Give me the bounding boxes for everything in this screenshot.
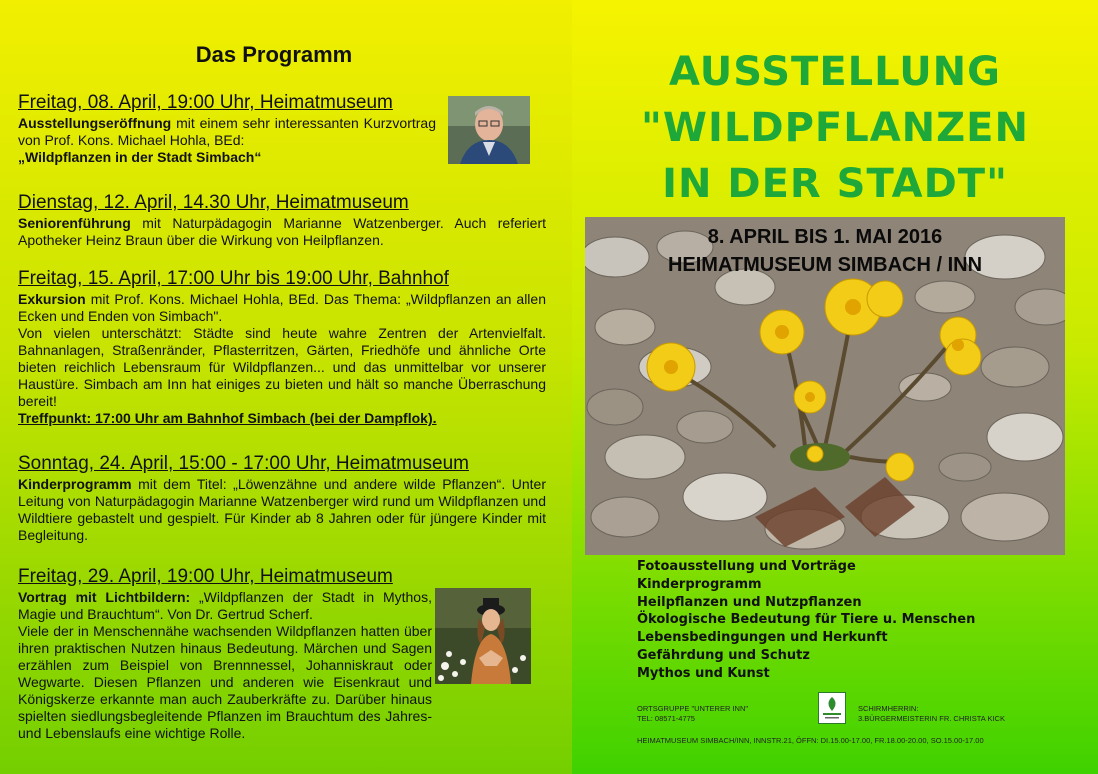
organizer-name: ORTSGRUPPE "UNTERER INN" <box>637 704 749 713</box>
event-heading: Freitag, 08. April, 19:00 Uhr, Heimatmuseum <box>18 92 393 113</box>
meeting-point: Treffpunkt: 17:00 Uhr am Bahnhof Simbach (bei der Dampflok). <box>18 410 437 426</box>
event-heading: Sonntag, 24. April, 15:00 - 17:00 Uhr, Heimatmuseum <box>18 453 469 474</box>
speaker-photo-scherf <box>435 588 531 684</box>
topic-item: Gefährdung und Schutz <box>637 647 810 663</box>
speaker-photo-hohla <box>448 96 530 164</box>
exhibition-dates: 8. APRIL BIS 1. MAI 2016 <box>707 226 943 248</box>
event-description: Kinderprogramm mit dem Titel: „Löwenzähne und andere wilde Pflanzen“. Unter Leitung von Naturpädagogin Marianne Watzenberger wird rund um Wildpflanzen und Wildtiere gebastelt und gespielt. Für Kinder ab 8 Jahren oder für jüngere Kinder mit Begleitung. <box>18 476 546 543</box>
topic-item: Fotoausstellung und Vorträge <box>637 559 856 574</box>
coltsfoot-photo <box>585 217 1065 555</box>
exhibition-title-line-3: IN DER STADT" <box>662 161 1008 207</box>
event-3 <box>18 268 546 427</box>
event-description: Vortrag mit Lichtbildern: „Wildpflanzen der Stadt in Mythos, Magie und Brauchtum“. Von Dr. Gertrud Scherf. Viele der in Menschennähe wachsenden Wildpflanzen hatten über ihren praktischen Nutzen hinaus Bedeutung. Märchen und Sagen erzählen zum Beispiel von Brennnessel, Johanniskraut oder Wegwarte. Diesen Pflanzen und anderen wie Eisenkraut und Königskerze erkannte man auch Zauberkräfte zu. Darüber hinaus spielten siedlungsbegleitende Pflanzen im Brauchtum des Jahres- und Lebenslaufs eine wichtige Rolle. <box>18 589 432 741</box>
event-description: Seniorenführung mit Naturpädagogin Marianne Watzenberger. Auch referiert Apotheker Heinz Braun über die Wirkung von Heilpflanzen. <box>18 215 546 248</box>
organizer-phone: TEL: 08571-4775 <box>637 714 695 723</box>
exhibition-title-line-1: AUSSTELLUNG <box>669 49 1001 95</box>
event-heading: Dienstag, 12. April, 14.30 Uhr, Heimatmuseum <box>18 192 409 213</box>
event-heading: Freitag, 29. April, 19:00 Uhr, Heimatmuseum <box>18 566 393 587</box>
event-description: Exkursion mit Prof. Kons. Michael Hohla, BEd. Das Thema: „Wildpflanzen an allen Ecken und Enden von Simbach". Von vielen unterschätzt: Städte sind heute wahre Zentren der Artenvielfalt. Bahnanlagen, Straßenränder, Pflasterritzen, Gärten, Friedhöfe und ähnliche Orte bieten reichlich Lebensraum für Wildpflanzen... und das unmittelbar vor unserer Haustüre. Simbach am Inn hat einiges zu bieten und hält so manche Überraschung bereit! Treffpunkt: 17:00 Uhr am Bahnhof Simbach (bei der Dampflok). <box>18 291 546 426</box>
topic-item: Heilpflanzen und Nutzpflanzen <box>637 594 862 610</box>
exhibition-title-line-2: "WILDPFLANZEN <box>641 105 1029 151</box>
exhibition-venue: HEIMATMUSEUM SIMBACH / INN <box>667 254 983 276</box>
opening-hours: HEIMATMUSEUM SIMBACH/INN, INNSTR.21, ÖFFN: DI.15.00-17.00, FR.18.00-20.00, SO.15.00-17.00 <box>637 736 984 745</box>
event-heading: Freitag, 15. April, 17:00 Uhr bis 19:00 Uhr, Bahnhof <box>18 268 449 289</box>
event-2 <box>18 192 546 249</box>
topic-list <box>637 558 975 683</box>
topic-item: Mythos und Kunst <box>637 665 770 681</box>
event-description: Ausstellungseröffnung mit einem sehr interessanten Kurzvortrag von Prof. Kons. Michael Hohla, BEd: „Wildpflanzen in der Stadt Simbach“ <box>18 115 436 165</box>
topic-item: Ökologische Bedeutung für Tiere u. Menschen <box>637 612 976 628</box>
topic-item: Lebensbedingungen und Herkunft <box>637 630 888 646</box>
patron-label: SCHIRMHERRIN: <box>858 704 919 713</box>
bund-naturschutz-logo <box>818 692 846 724</box>
patron-name: 3.BÜRGERMEISTERIN FR. CHRISTA KICK <box>858 714 1005 723</box>
topic-item: Kinderprogramm <box>637 576 762 592</box>
event-4 <box>18 453 546 544</box>
program-title: Das Programm <box>195 42 353 67</box>
